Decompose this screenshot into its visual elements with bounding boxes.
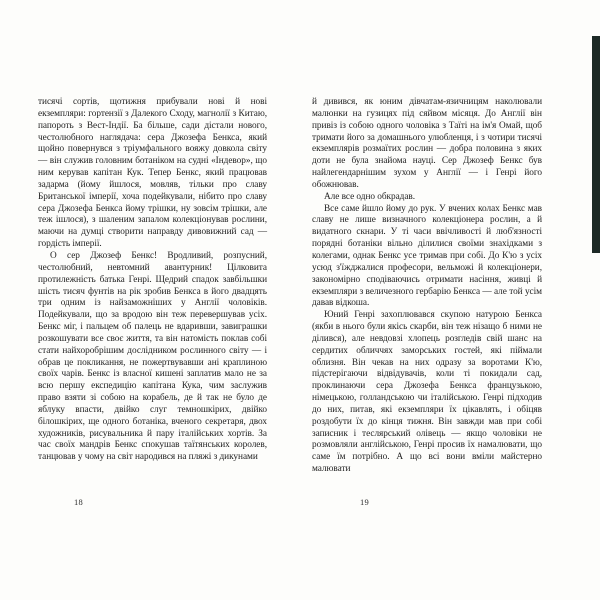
- page-number-right: 19: [360, 497, 370, 507]
- paragraph: О сер Джозеф Бенкс! Вродливий, розпусний, честолюбний, невтомний авантурник! Цілковита протилежність батька Генрі. Щедрий спадок завбільшки шість тисяч фунтів на рік зробив Бенкса в його двадцять три одним із найзаможніших у Англії чоловіків. Подейкували, що за вродою він теж перевершував усіх. Бенкс міг, і пальцем об палець не вдаривши, завиграшки розкошувати все своє життя, та він натомість поклав собі стати найхоробрішим дослідником рослинного світу — і обрав це покликання, не пожертвувавши ані краплиною своїх чарів. Бенкс із власної кишені заплатив мало не за всю першу експедицію капітана Кука, чим заслужив право взяти зі собою на корабель, де й так не було де яблуку впасти, двійко слуг темношкірих, двійко білошкірих, ще одного ботаніка, вченого секретаря, двох художників, рисувальника й пару італійських хортів. За час своїх мандрів Бенкс спокушав таїтянських королев, танцював у чому на світ народився на пляжі з дикунами: [38, 250, 267, 463]
- paragraph: тисячі сортів, щотижня прибували нові й нові екземпляри: гортензії з Далекого Сходу, магнолії з Китаю, папороть з Вест-Індії. Ба більше, сади дістали нового, честолюбного наглядача: сера Джозефа Бенкса, який щойно повернувся з тріумфального вояжу довкола світу — він служив головним ботаніком на судні «Індевор», що ним керував капітан Кук. Тепер Бенкс, який працював задарма (йому йшлося, мовляв, тільки про славу Британської імперії, хоча подейкували, нібито про славу сера Джозефа Бенкса йому трішки, ну зовсім трішки, але теж ішлося), з шаленим запалом колекціонував рослини, маючи на думці створити направду дивовижний сад — гордість імперії.: [38, 97, 267, 250]
- paragraph: й дивився, як юним дівчатам-язичницям наколювали малюнки на гузицях під сяйвом місяця. До Англії він привіз із собою одного чоловіка з Таїті на ім'я Омай, щоб тримати його за домашнього улюбленця, і з чотири тисячі екземплярів розмаїтих рослин — добра половина з яких доти не була знайома науці. Сер Джозеф Бенкс був найлегендарнішим зухом у Англії — і Генрі його обожнював.: [312, 97, 542, 190]
- scrollbar-thumb[interactable]: [592, 36, 600, 253]
- paragraph: Все саме йшло йому до рук. У вчених колах Бенкс мав славу не лише визначного колекціонера рослин, а й видатного скнари. У ті часи ввічливості й люб'язності порядні ботаніки вільно ділилися своїми знахідками з колегами, однак Бенкс усе тримав при собі. До К'ю з усіх усюд з'їжджалися професори, вельможі й колекціонери, закономірно сподіваючись отримати насіння, живці й екземпляри з величезного гербарію Бенкса — але той усім давав відкоша.: [312, 203, 542, 309]
- paragraph: Юний Генрі захоплювався скупою натурою Бенкса (якби в нього були якісь скарби, він теж нізащо б ними не ділився), але невдовзі хлопець розгледів свій шанс на сердитих обличчях заморських гостей, які піймали облизня. Він чекав на них одразу за воротами К'ю, підстерігаючи відвідувачів, коли ті покидали сад, проклинаючи сера Джозефа Бенкса французькою, німецькою, голландською чи італійською. Генрі підходив до них, питав, які екземпляри їх цікавлять, і обіцяв роздобути їх до кінця тижня. Він завжди мав при собі записник і теслярський олівець — якщо чоловіки не розмовляли англійською, Генрі просив їх намалювати, що саме їм потрібно. А що всі вони вміли майстерно малювати: [312, 310, 542, 475]
- paragraph: Але все одно обкрадав.: [324, 191, 416, 202]
- left-page: [38, 97, 267, 464]
- page-number-left: 18: [74, 497, 84, 507]
- right-page: [312, 97, 542, 476]
